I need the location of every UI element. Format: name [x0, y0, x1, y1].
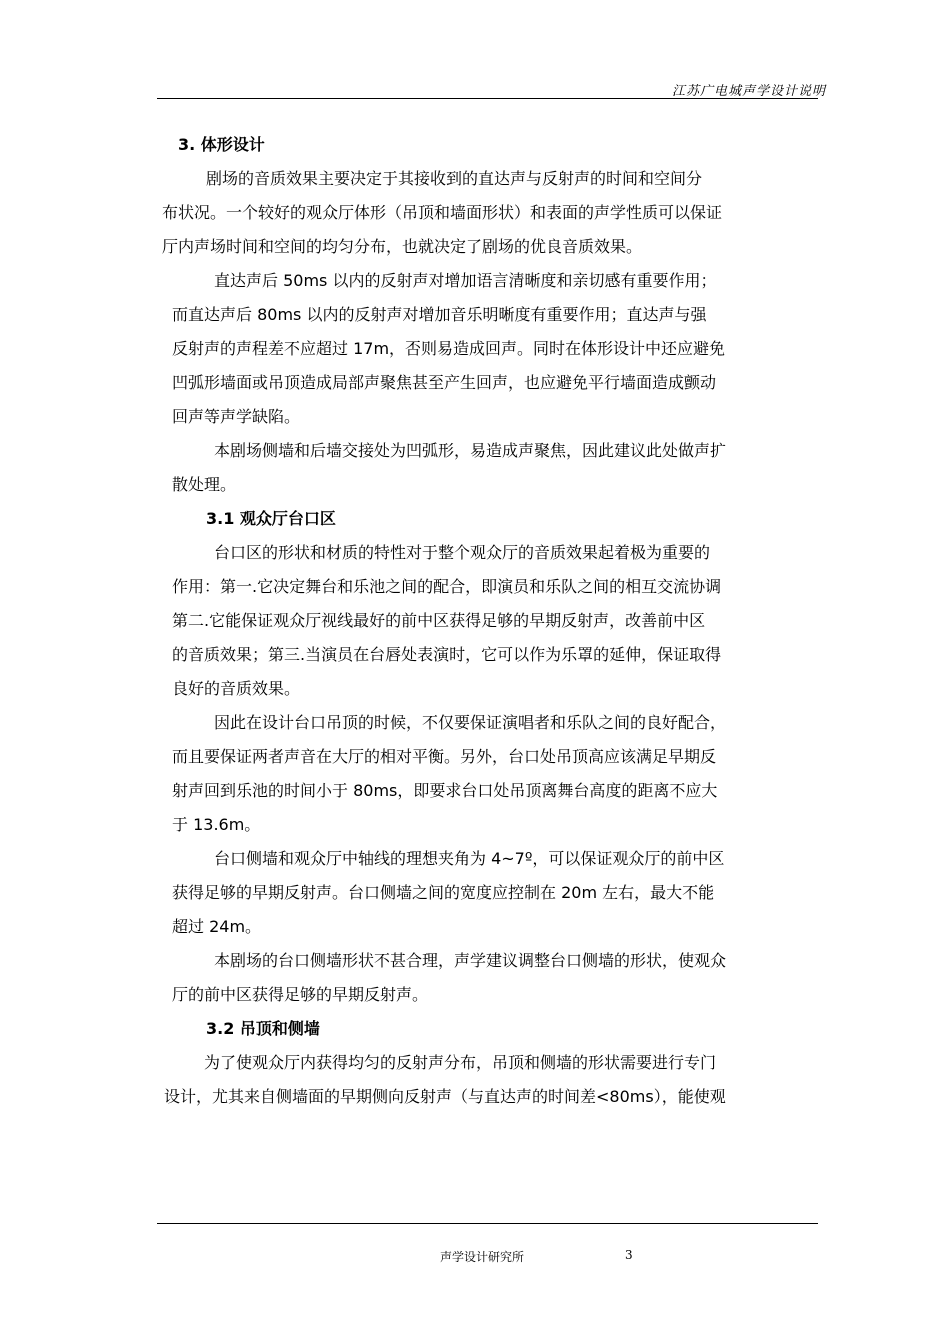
paragraph-line: 剧场的音质效果主要决定于其接收到的直达声与反射声的时间和空间分 [206, 169, 703, 188]
paragraph-line: 获得足够的早期反射声。台口侧墙之间的宽度应控制在 20m 左右，最大不能 [172, 883, 715, 902]
paragraph [160, 162, 820, 264]
paragraph-line: 作用：第一.它决定舞台和乐池之间的配合，即演员和乐队之间的相互交流协调 [172, 577, 722, 596]
paragraph-line: 于 13.6m。 [172, 815, 261, 834]
subsection-heading: 3.2 吊顶和侧墙 [206, 1019, 320, 1038]
paragraph-line: 厅内声场时间和空间的均匀分布，也就决定了剧场的优良音质效果。 [162, 237, 643, 256]
paragraph-line: 散处理。 [172, 475, 237, 494]
document-body [160, 128, 820, 1114]
header-divider [157, 98, 818, 99]
paragraph-line: 而直达声后 80ms 以内的反射声对增加音乐明晰度有重要作用；直达声与强 [172, 305, 707, 324]
subsection-heading: 3.1 观众厅台口区 [206, 509, 336, 528]
paragraph-line: 布状况。一个较好的观众厅体形（吊顶和墙面形状）和表面的声学性质可以保证 [162, 203, 723, 222]
paragraph-line: 凹弧形墙面或吊顶造成局部声聚焦甚至产生回声，也应避免平行墙面造成颤动 [172, 373, 717, 392]
paragraph-line: 超过 24m。 [172, 917, 262, 936]
paragraph [160, 706, 820, 842]
paragraph-line: 因此在设计台口吊顶的时候，不仅要保证演唱者和乐队之间的良好配合， [214, 713, 727, 732]
paragraph-line: 射声回到乐池的时间小于 80ms，即要求台口处吊顶离舞台高度的距离不应大 [172, 781, 718, 800]
footer-organization: 声学设计研究所 [440, 1250, 525, 1264]
paragraph-line: 良好的音质效果。 [172, 679, 301, 698]
page-number: 3 [625, 1248, 633, 1262]
paragraph [160, 1046, 820, 1114]
paragraph-line: 直达声后 50ms 以内的反射声对增加语言清晰度和亲切感有重要作用； [214, 271, 717, 290]
section-heading: 3. 体形设计 [178, 135, 265, 154]
paragraph-line: 本剧场的台口侧墙形状不甚合理，声学建议调整台口侧墙的形状，使观众 [214, 951, 727, 970]
paragraph-line: 本剧场侧墙和后墙交接处为凹弧形，易造成声聚焦，因此建议此处做声扩 [214, 441, 727, 460]
paragraph-line: 厅的前中区获得足够的早期反射声。 [172, 985, 429, 1004]
paragraph-line: 设计，尤其来自侧墙面的早期侧向反射声（与直达声的时间差<80ms），能使观 [164, 1087, 726, 1106]
paragraph-line: 为了使观众厅内获得均匀的反射声分布，吊顶和侧墙的形状需要进行专门 [204, 1053, 717, 1072]
paragraph [160, 434, 820, 502]
footer-divider [157, 1223, 818, 1224]
paragraph-line: 的音质效果；第三.当演员在台唇处表演时，它可以作为乐罩的延伸，保证取得 [172, 645, 722, 664]
paragraph-line: 第二.它能保证观众厅视线最好的前中区获得足够的早期反射声，改善前中区 [172, 611, 706, 630]
running-header: 江苏广电城声学设计说明 [671, 84, 826, 99]
paragraph-line: 反射声的声程差不应超过 17m，否则易造成回声。同时在体形设计中还应避免 [172, 339, 726, 358]
paragraph-line: 台口侧墙和观众厅中轴线的理想夹角为 4~7º，可以保证观众厅的前中区 [214, 849, 725, 868]
paragraph [160, 264, 820, 434]
paragraph-line: 而且要保证两者声音在大厅的相对平衡。另外，台口处吊顶高应该满足早期反 [172, 747, 717, 766]
paragraph [160, 944, 820, 1012]
paragraph [160, 842, 820, 944]
paragraph-line: 台口区的形状和材质的特性对于整个观众厅的音质效果起着极为重要的 [214, 543, 711, 562]
paragraph [160, 536, 820, 706]
paragraph-line: 回声等声学缺陷。 [172, 407, 301, 426]
